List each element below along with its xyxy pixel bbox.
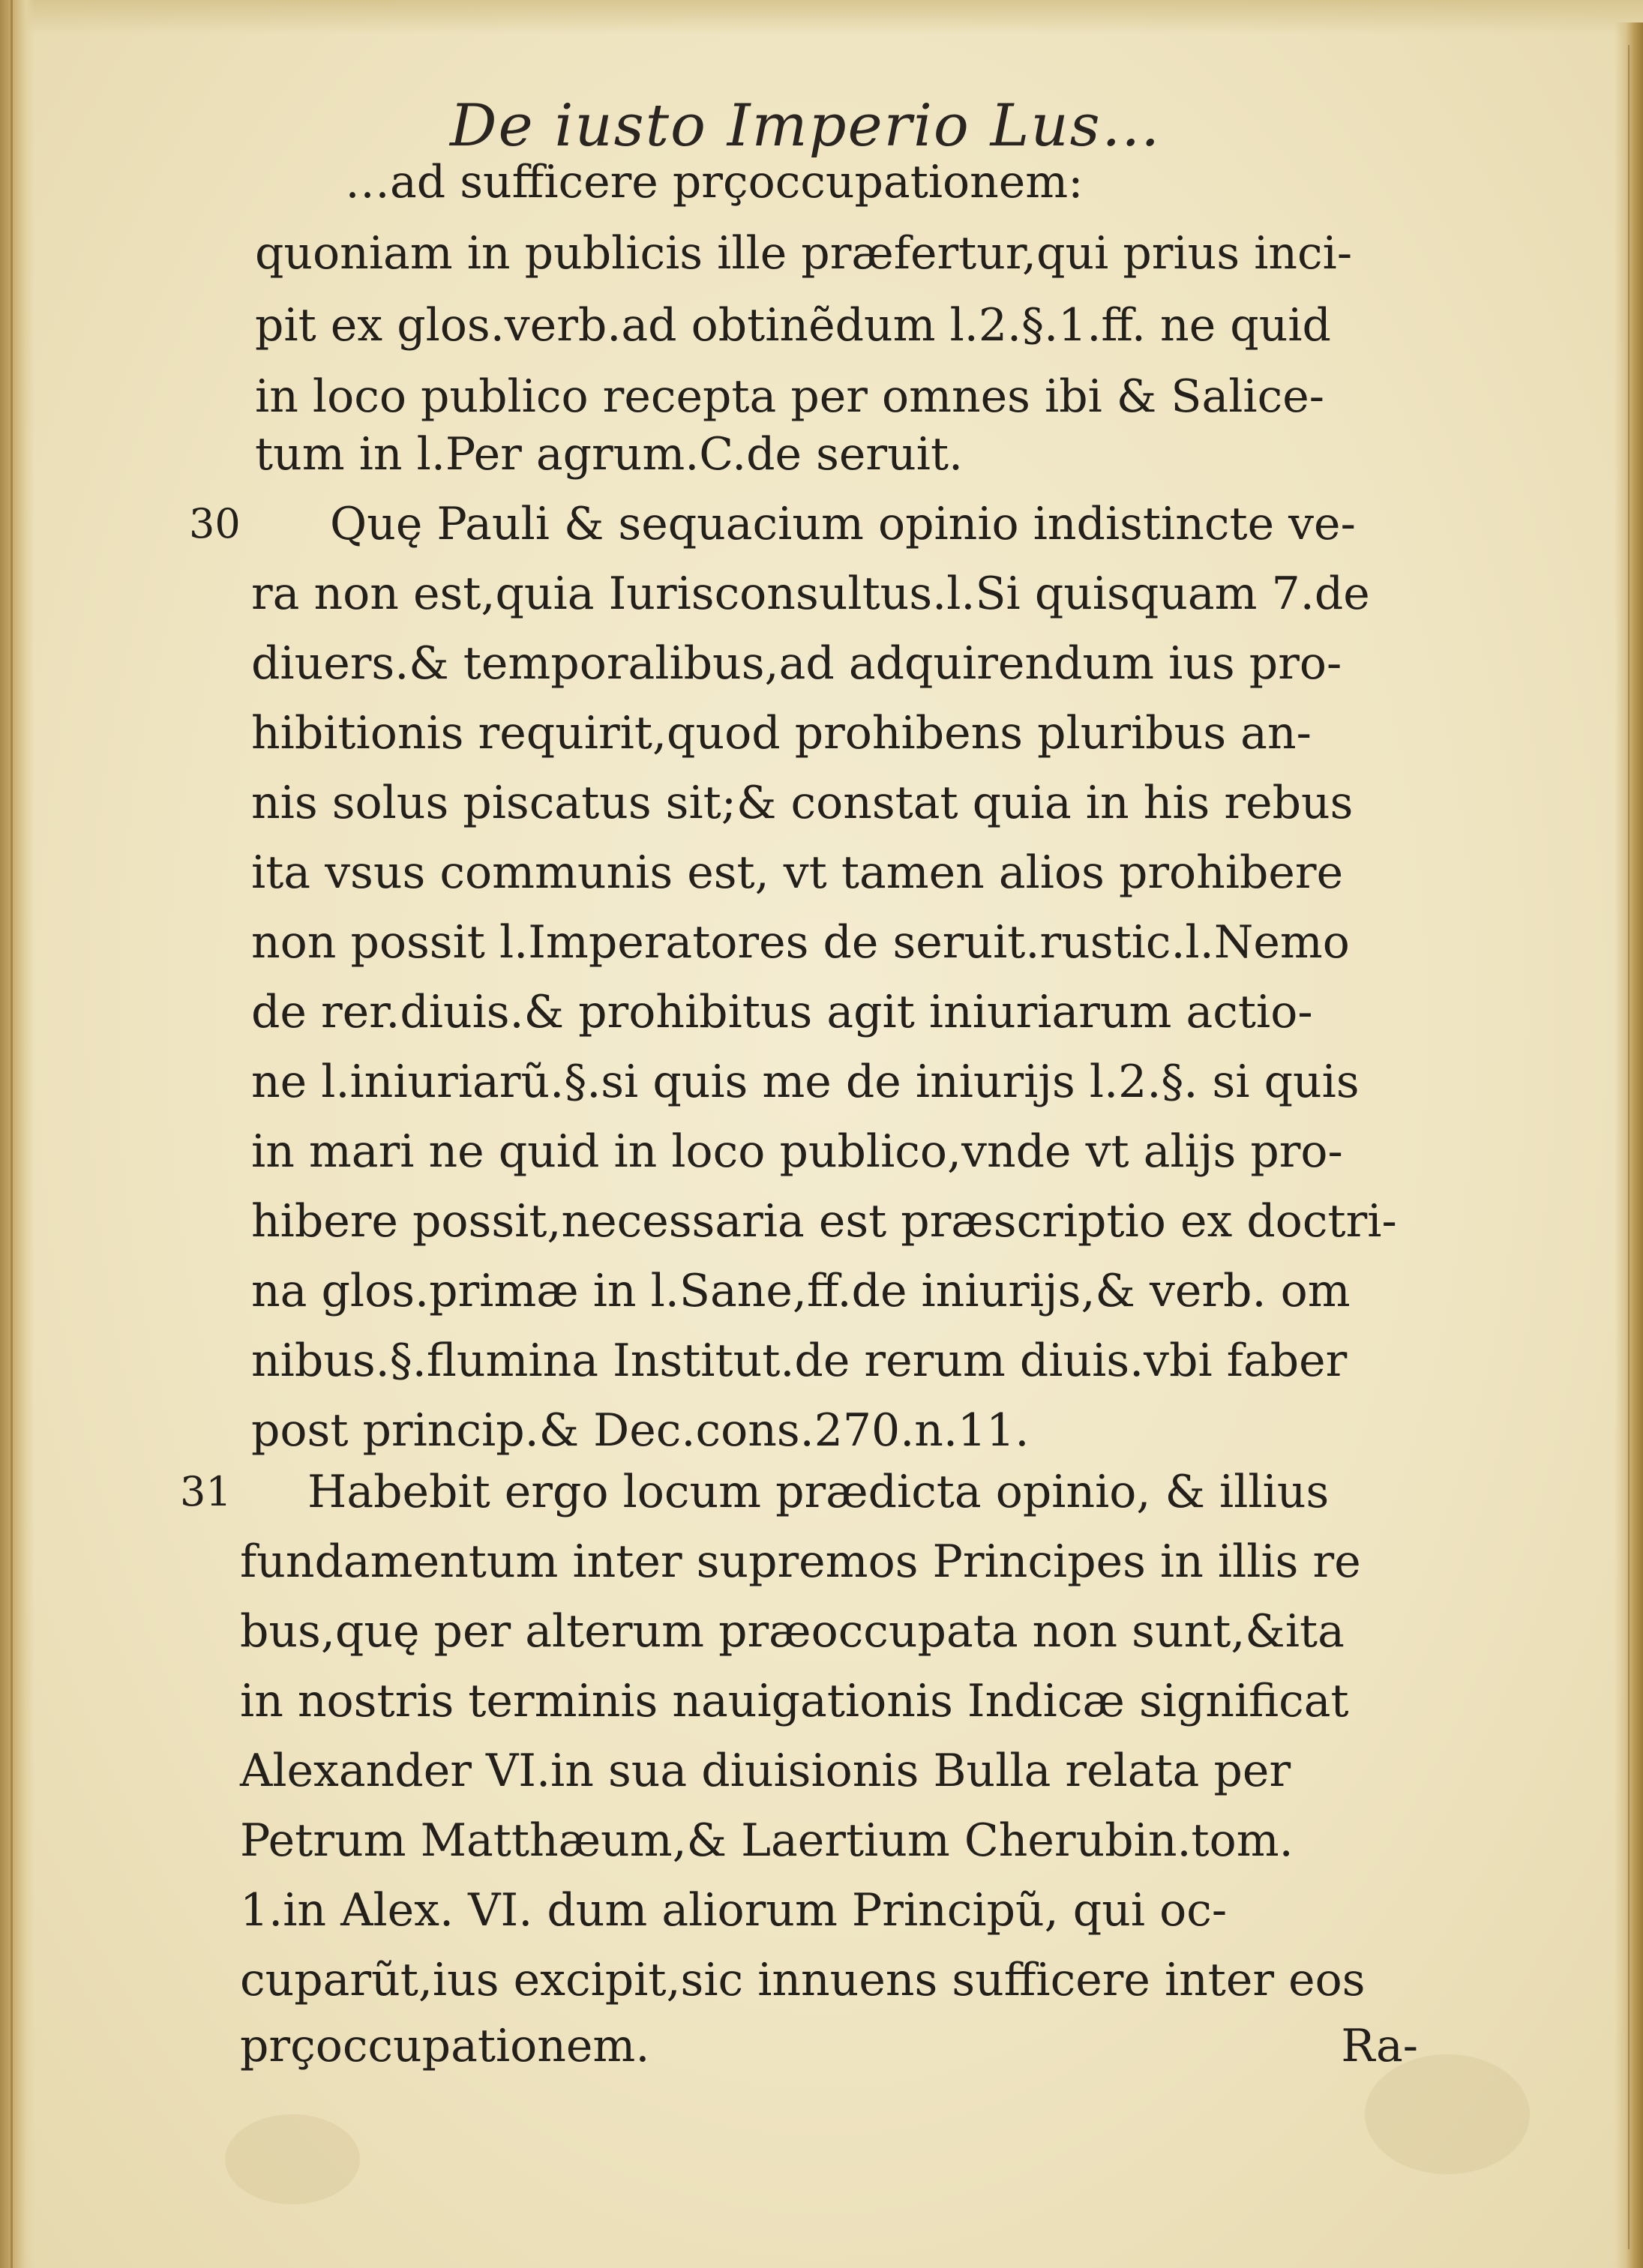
text-line: nis solus piscatus sit;& constat quia in his rebus (251, 777, 1354, 829)
text-line: fundamentum inter supremos Principes in illis re (240, 1535, 1361, 1588)
text-line: 1.in Alex. VI. dum aliorum Principũ, qui oc- (240, 1884, 1228, 1937)
paper-stain (225, 2114, 360, 2204)
text-line: Habebit ergo locum prædicta opinio, & illius (307, 1466, 1330, 1518)
text-line: hibitionis requirit,quod prohibens pluribus an- (251, 707, 1312, 759)
text-line: post princip.& Dec.cons.270.n.11. (251, 1404, 1030, 1457)
binding-edge (0, 0, 34, 2268)
text-line: de rer.diuis.& prohibitus agit iniuriarum actio- (251, 986, 1313, 1038)
text-line: quoniam in publicis ille præfertur,qui prius inci- (255, 227, 1353, 280)
text-line: bus,quę per alterum præoccupata non sunt,&ita (240, 1605, 1345, 1658)
text-line: pit ex glos.verb.ad obtinẽdum l.2.§.1.ff. ne quid (255, 299, 1331, 352)
text-line: Alexander VI.in sua diuisionis Bulla relata per (240, 1745, 1291, 1797)
text-line: in mari ne quid in loco publico,vnde vt alijs pro- (251, 1125, 1343, 1178)
text-line: …ad sufficere prçoccupationem: (345, 156, 1084, 208)
text-line: in nostris terminis nauigationis Indicæ significat (240, 1675, 1349, 1727)
paragraph-number: 31 (180, 1468, 232, 1515)
right-edge-line (1628, 45, 1630, 2249)
text-line: ra non est,quia Iurisconsultus.l.Si quisquam 7.de (251, 568, 1370, 620)
binding-line (10, 0, 13, 2268)
text-line: in loco publico recepta per omnes ibi & Salice- (255, 370, 1324, 423)
text-line: ne l.iniuriarũ.§.si quis me de iniurijs l.2.§. si quis (251, 1056, 1360, 1108)
text-line: Petrum Matthæum,& Laertium Cherubin.tom. (240, 1814, 1294, 1867)
text-line: cuparũt,ius excipit,sic innuens sufficere inter eos (240, 1954, 1366, 2006)
catchword: Ra- (1341, 2020, 1418, 2072)
text-line: prçoccupationem. (240, 2020, 650, 2072)
paragraph-number: 30 (189, 500, 241, 547)
running-head: De iusto Imperio Lus… (450, 92, 1162, 160)
text-line: Quę Pauli & sequacium opinio indistincte ve- (330, 498, 1356, 550)
text-line: non possit l.Imperatores de seruit.rustic.l.Nemo (251, 916, 1350, 969)
text-line: ita vsus communis est, vt tamen alios prohibere (251, 846, 1344, 899)
text-line: nibus.§.flumina Institut.de rerum diuis.vbi faber (251, 1335, 1348, 1387)
text-line: hibere possit,necessaria est præscriptio ex doctri- (251, 1195, 1397, 1248)
text-line: tum in l.Per agrum.C.de seruit. (255, 428, 964, 481)
text-line: na glos.primæ in l.Sane,ff.de iniurijs,& verb. om (251, 1265, 1351, 1317)
top-page-edge (0, 0, 1643, 34)
text-line: diuers.& temporalibus,ad adquirendum ius pro- (251, 637, 1342, 690)
